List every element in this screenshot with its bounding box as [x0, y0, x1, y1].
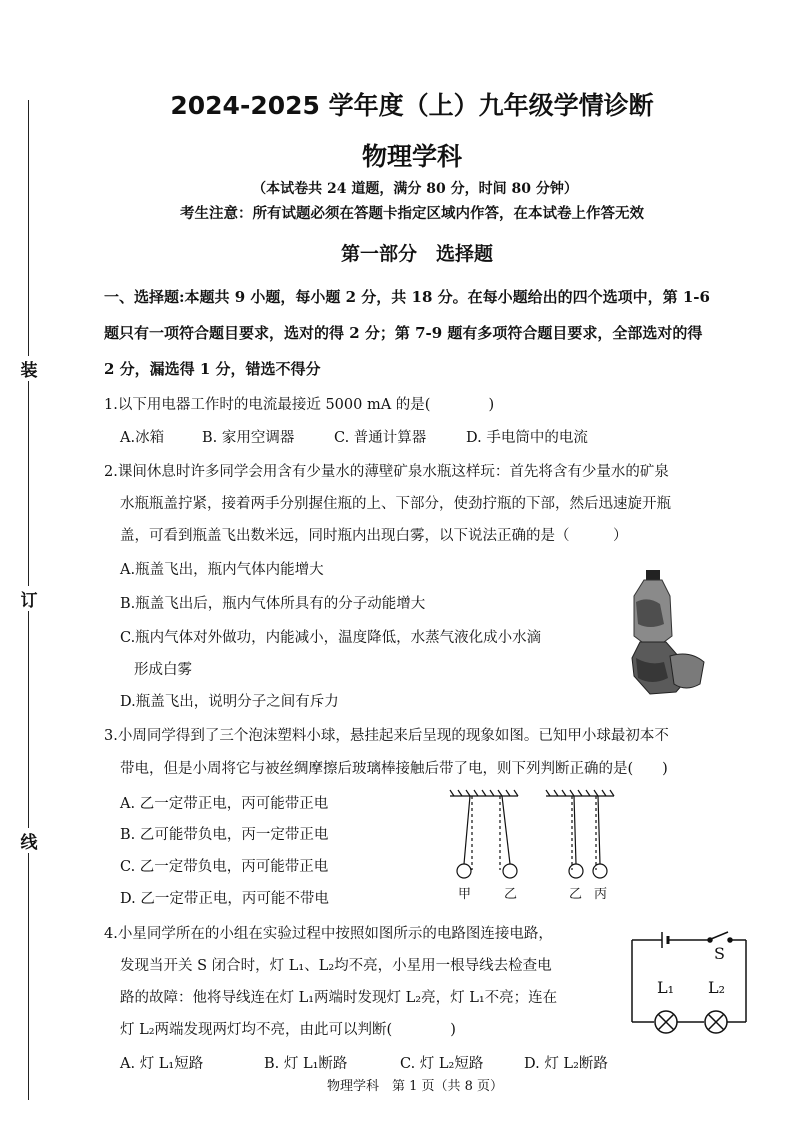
question-4-stem-line: 4.小星同学所在的小组在实验过程中按照如图所示的电路图连接电路， — [104, 926, 553, 942]
question-4-option-c: C. 灯 L₂短路 — [400, 1056, 484, 1072]
binding-mark-xian: 线 — [18, 828, 40, 853]
question-1-option-a: A.冰箱 — [120, 430, 165, 446]
exam-title: 2024-2025 学年度（上）九年级学情诊断 — [170, 91, 654, 120]
question-4-stem-line: 发现当开关 S 闭合时，灯 L₁、L₂均不亮，小星用一根导线去检查电 — [120, 958, 552, 974]
question-2-option-c-cont: 形成白雾 — [134, 662, 192, 678]
suspended-balls-figure — [446, 786, 622, 898]
circuit-label-l1: L₁ — [657, 978, 675, 997]
question-2-option-a: A.瓶盖飞出，瓶内气体内能增大 — [120, 562, 324, 578]
question-4-stem-line: 路的故障：他将导线连在灯 L₁两端时发现灯 L₂亮，灯 L₁不亮；连在 — [120, 990, 558, 1006]
question-1-option-d: D. 手电筒中的电流 — [466, 430, 588, 446]
page-footer: 物理学科 第 1 页（共 8 页） — [326, 1079, 504, 1094]
question-2-option-d: D.瓶盖飞出，说明分子之间有斥力 — [120, 694, 339, 710]
circuit-diagram — [624, 928, 756, 1038]
circuit-label-l2: L₂ — [708, 978, 726, 997]
ball-label-bing: 丙 — [594, 887, 608, 902]
section-instruction-line: 题只有一项符合题目要求，选对的得 2 分；第 7-9 题有多项符合题目要求，全部选对的得 — [104, 324, 703, 342]
question-2-option-c: C.瓶内气体对外做功，内能减小，温度降低，水蒸气液化成小水滴 — [120, 630, 542, 646]
circuit-label-switch: S — [714, 944, 725, 963]
part-title: 第一部分 选择题 — [340, 243, 493, 265]
subject-title: 物理学科 — [361, 142, 462, 171]
ball-label-jia: 甲 — [458, 887, 472, 902]
exam-info: （本试卷共 24 道题，满分 80 分，时间 80 分钟） — [252, 181, 578, 197]
section-instruction-line: 一、选择题:本题共 9 小题，每小题 2 分，共 18 分。在每小题给出的四个选项中，第 1-6 — [104, 288, 710, 306]
question-3-stem-line: 3.小周同学得到了三个泡沫塑料小球，悬挂起来后呈现的现象如图。已知甲小球最初本不 — [104, 728, 669, 744]
exam-notice: 考生注意：所有试题必须在答题卡指定区域内作答，在本试卷上作答无效 — [180, 205, 644, 222]
ball-label-yi: 乙 — [504, 887, 518, 902]
question-4-option-d: D. 灯 L₂断路 — [524, 1056, 608, 1072]
binding-mark-ding: 订 — [18, 586, 40, 611]
question-4-option-b: B. 灯 L₁断路 — [264, 1056, 348, 1072]
question-1-stem: 1.以下用电器工作时的电流最接近 5000 mA 的是( ) — [104, 397, 495, 413]
question-3-stem-line: 带电，但是小周将它与被丝绸摩擦后玻璃棒接触后带了电，则下列判断正确的是( ) — [120, 761, 668, 777]
question-2-stem-line: 2.课间休息时许多同学会用含有少量水的薄壁矿泉水瓶这样玩：首先将含有少量水的矿泉 — [104, 464, 669, 480]
question-3-option-d: D. 乙一定带正电，丙可能不带电 — [120, 891, 329, 907]
binding-mark-zhuang: 装 — [18, 356, 40, 381]
question-2-stem-line: 水瓶瓶盖拧紧，接着两手分别握住瓶的上、下部分，使劲拧瓶的下部，然后迅速旋开瓶 — [120, 496, 671, 512]
question-1-option-c: C. 普通计算器 — [334, 430, 427, 446]
bottle-twist-figure — [620, 566, 716, 698]
ball-label-yi-2: 乙 — [569, 887, 583, 902]
question-2-option-b: B.瓶盖飞出后，瓶内气体所具有的分子动能增大 — [120, 596, 426, 612]
section-instruction-line: 2 分，漏选得 1 分，错选不得分 — [104, 360, 321, 378]
question-3-option-b: B. 乙可能带负电，丙一定带正电 — [120, 827, 329, 843]
question-4-stem-line: 灯 L₂两端发现两灯均不亮，由此可以判断( ) — [120, 1022, 456, 1038]
question-3-option-a: A. 乙一定带正电，丙可能带正电 — [120, 796, 329, 812]
question-2-stem-line: 盖，可看到瓶盖飞出数米远，同时瓶内出现白雾，以下说法正确的是（ ） — [120, 528, 628, 544]
question-4-option-a: A. 灯 L₁短路 — [120, 1056, 204, 1072]
question-3-option-c: C. 乙一定带负电，丙可能带正电 — [120, 859, 329, 875]
question-1-option-b: B. 家用空调器 — [202, 430, 295, 446]
